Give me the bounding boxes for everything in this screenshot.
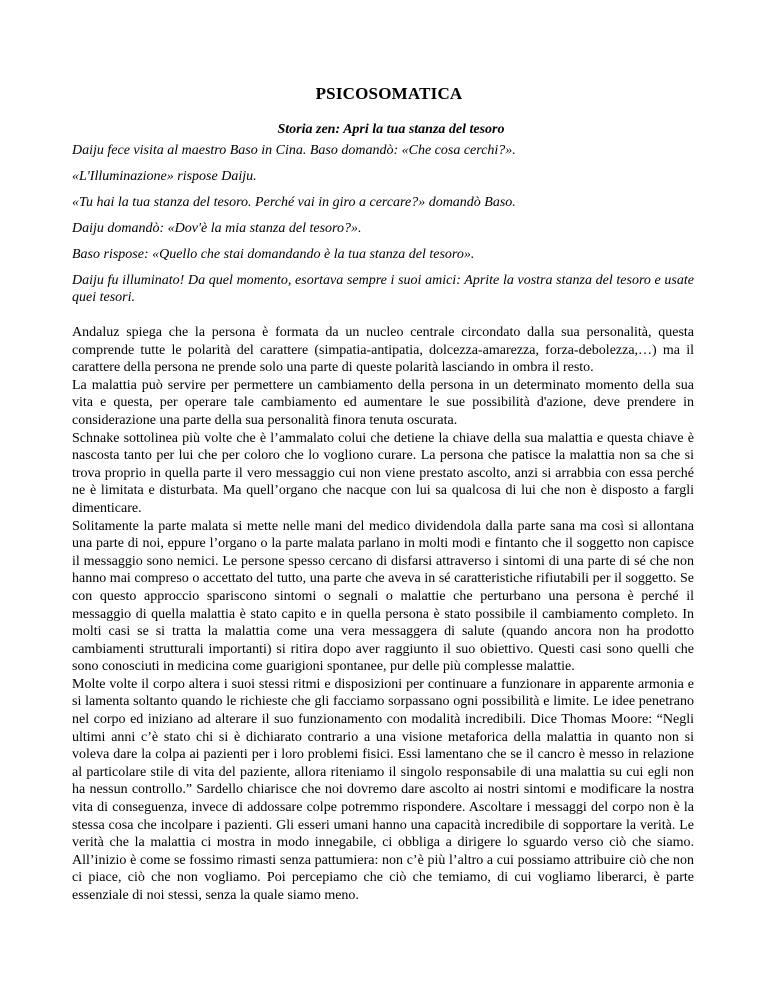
document-page <box>72 84 694 905</box>
story-paragraph: Daiju fu illuminato! Da quel momento, esortava sempre i suoi amici: Aprite la vostra stanza del tesoro e usate quei tesori. <box>72 273 694 305</box>
body-paragraph: Molte volte il corpo altera i suoi stessi ritmi e disposizioni per continuare a funzionare in apparente armonia e si lamenta soltanto quando le richieste che gli facciamo sorpassano ogni possibilità e limite. Le idee penetrano nel corpo ed iniziano ad alterare il suo funzionamento con modalità incredibili. Dice Thomas Moore: “Negli ultimi anni c’è stato chi si è dichiarato contrario a una visione metaforica della malattia in quanto non si voleva dare la colpa ai pazienti per i loro problemi fisici. Essi lamentano che se il cancro è messo in relazione al particolare stile di vita del paziente, allora riteniamo il singolo responsabile di una malattia su cui egli non ha nessun controllo.” Sardello chiarisce che noi dovremo dare ascolto ai nostri sintomi e modificare la nostra vita di conseguenza, invece di addossare colpe potremmo rispondere. Ascoltare i messaggi del corpo non è la stessa cosa che incolpare i pazienti. Gli esseri umani hanno una capacità incredibile di sopportare la verità. Le verità che la malattia ci mostra in modo innegabile, ci obbliga a dirigere lo sguardo verso ciò che siamo. All’inizio è come se fossimo rimasti senza pattumiera: non c’è più l’altro a cui possiamo attribuire ciò che non ci piace, ciò che non vogliamo. Poi percepiamo che ciò che temiamo, di cui vogliamo liberarci, è parte essenziale di noi stessi, senza la quale siamo meno. <box>72 676 694 903</box>
story-paragraph: Daiju fece visita al maestro Baso in Cina. Baso domandò: «Che cosa cerchi?». <box>72 143 516 158</box>
body-paragraph: Andaluz spiega che la persona è formata da un nucleo centrale circondato dalla sua personalità, questa comprende tutte le polarità del carattere (simpatia-antipatia, dolcezza-amarezza, forza-debolezza,…) ma il carattere della persona ne prende solo una parte di queste polarità lasciando in ombra il resto. <box>72 325 694 376</box>
page-title: PSICOSOMATICA <box>315 84 463 103</box>
story-paragraph: Baso rispose: «Quello che stai domandando è la tua stanza del tesoro». <box>72 247 475 262</box>
story-paragraph: «L'Illuminazione» rispose Daiju. <box>72 169 257 184</box>
story-title: Storia zen: Apri la tua stanza del tesoro <box>277 122 505 137</box>
story-paragraph: Daiju domandò: «Dov'è la mia stanza del tesoro?». <box>72 221 362 236</box>
body-text <box>72 324 694 905</box>
zen-story <box>72 122 694 306</box>
story-paragraph: «Tu hai la tua stanza del tesoro. Perché vai in giro a cercare?» domandò Baso. <box>72 195 516 210</box>
body-paragraph: Solitamente la parte malata si mette nelle mani del medico dividendola dalla parte sana ma così si allontana una parte di noi, eppure l’organo o la parte malata parlano in molti modi e fintanto che il soggetto non capisce il messaggio sono nemici. Le persone spesso cercano di disfarsi attraverso i sintomi di una parte di sé che non hanno mai compreso o accettato del tutto, una parte che aveva in sé caratteristiche rifiutabili per il soggetto. Se con questo approccio spariscono sintomi o segnali o malattie che perturbano una persona è perché il messaggio di quella malattia è stato capito e in quella persona è stato possibile il cambiamento completo. In molti casi se si tratta la malattia come una vera messaggera di salute (quando ancora non ha prodotto cambiamenti strutturali importanti) si ritira dopo aver raggiunto il suo obiettivo. Questi casi sono quelli che sono conosciuti in medicina come guarigioni spontanee, pur delle più complesse malattie. <box>72 518 694 675</box>
body-paragraph: La malattia può servire per permettere un cambiamento della persona in un determinato momento della sua vita e questa, per operare tale cambiamento ed aumentare le sue possibilità d'azione, deve prendere in considerazione una parte della sua personalità finora tenuta oscurata. <box>72 377 694 428</box>
body-paragraph: Schnake sottolinea più volte che è l’ammalato colui che detiene la chiave della sua malattia e questa chiave è nascosta tanto per lui che per coloro che lo vogliono curare. La persona che patisce la malattia non sa che si trova proprio in quella parte il vero messaggio cui non viene prestato ascolto, anzi si arrabbia con essa perché ne è limitata e disturbata. Ma quell’organo che nacque con lui sa qualcosa di lui che non è disposto a fargli dimenticare. <box>72 430 694 516</box>
